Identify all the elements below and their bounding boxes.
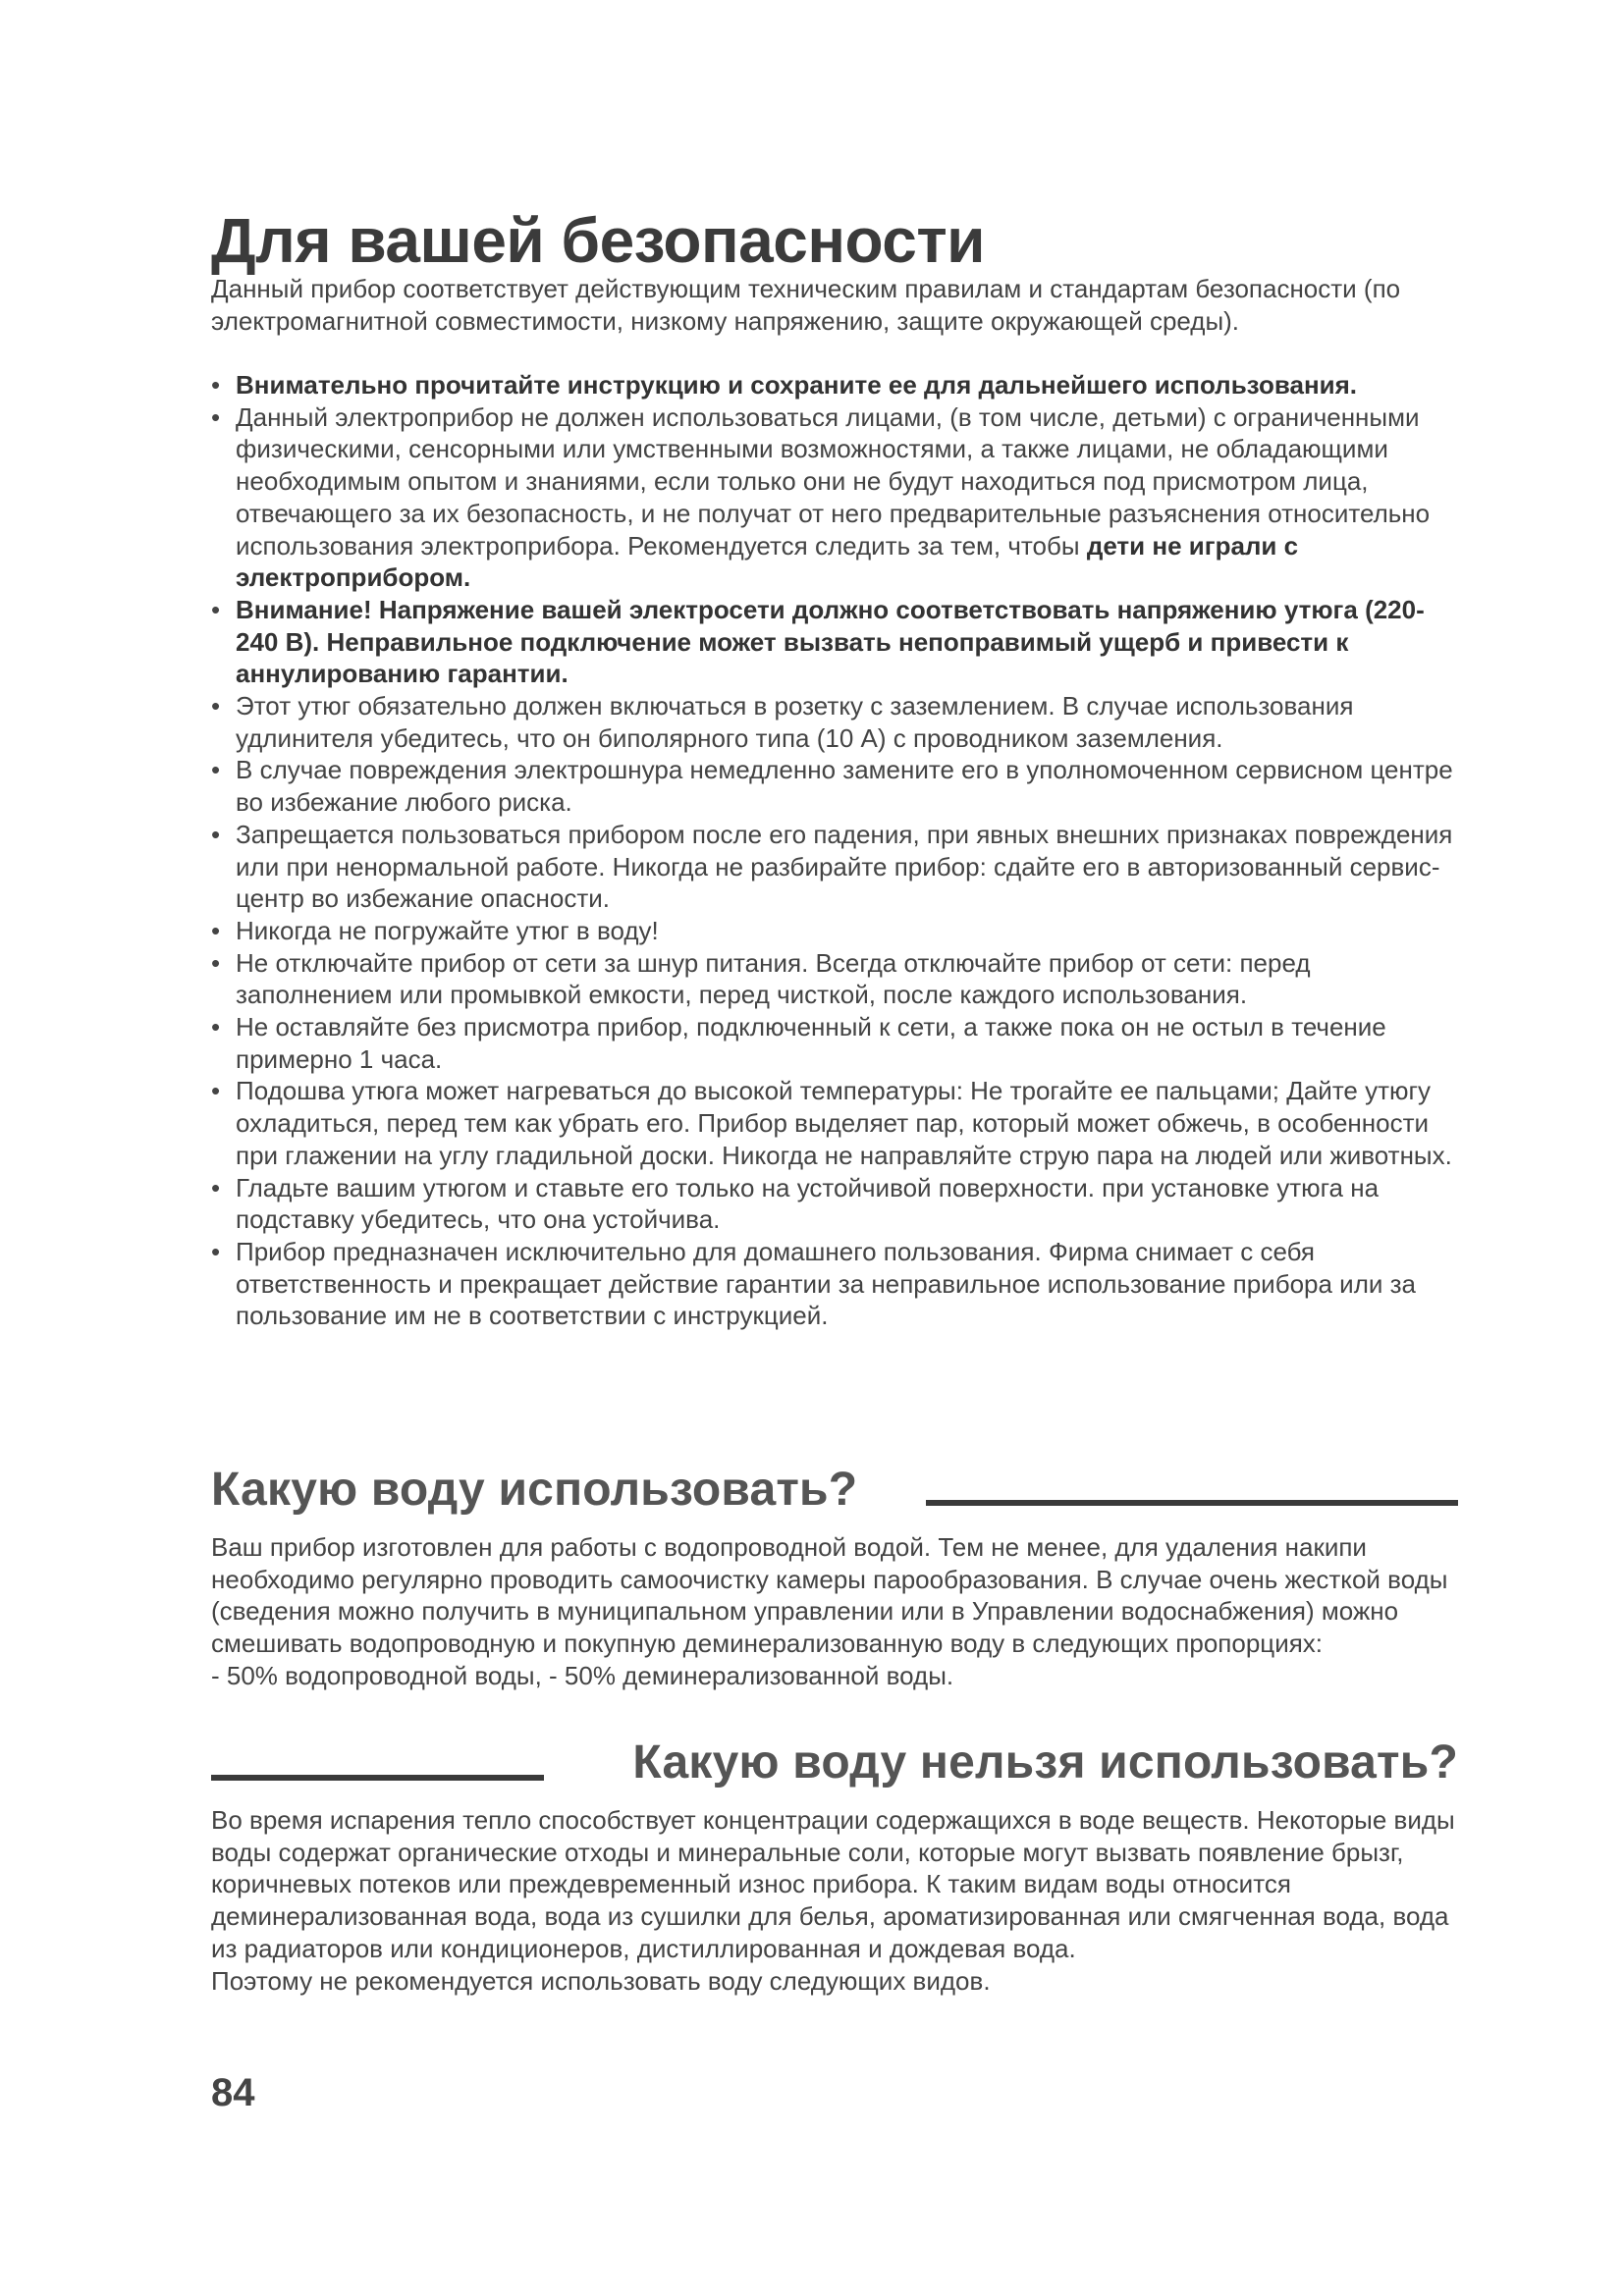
item-text: Не отключайте прибор от сети за шнур питания. Всегда отключайте прибор от сети: перед заполнением или промывкой емкости, перед чисткой, после каждого использования. — [236, 947, 1311, 1010]
list-item — [211, 1075, 1458, 1171]
item-text: В случае повреждения электрошнура немедленно замените его в уполномоченном сервисном центре во избежание любого риска. — [236, 755, 1453, 818]
list-item — [211, 369, 1458, 401]
item-text: Гладьте вашим утюгом и ставьте его только на устойчивой поверхности. при установке утюга на подставку убедитесь, что она устойчива. — [236, 1172, 1380, 1235]
item-text: Данный электроприбор не должен использоваться лицами, (в том числе, детьми) с ограниченными физическими, сенсорными или умственными возможностями, а также лицами, не обладающими необходимым опытом и знаниями, если только они не будут находиться под присмотром лица, отвечающего за их безопасность, и не получат от него предварительные разъяснения относительно использования электроприбора. Рекомендуется следить за тем, чтобы — [236, 401, 1431, 561]
section-divider — [926, 1500, 1458, 1506]
list-item — [211, 1011, 1458, 1075]
item-text: Не оставляйте без присмотра прибор, подключенный к сети, а также пока он не остыл в течение примерно 1 часа. — [236, 1012, 1386, 1074]
water-paragraph: Ваш прибор изготовлен для работы с водопроводной водой. Тем не менее, для удаления накипи необходимо регулярно проводить самоочистку камеры парообразования. В случае очень жесткой воды (сведения можно получить в муниципальном управлении или в Управлении водоснабжения) можно смешивать водопроводную и покупную деминерализованную воду в следующих пропорциях: — [211, 1532, 1448, 1659]
list-item — [211, 754, 1458, 818]
list-item — [211, 1172, 1458, 1236]
list-item — [211, 947, 1458, 1011]
section-divider — [211, 1775, 544, 1781]
item-text: Этот утюг обязательно должен включаться в розетку с заземлением. В случае использования удлинителя убедитесь, что он биполярного типа (10 А) с проводником заземления. — [236, 691, 1354, 753]
list-item — [211, 594, 1458, 690]
item-text: Никогда не погружайте утюг в воду! — [236, 915, 659, 945]
item-text: Подошва утюга может нагреваться до высокой температуры: Не трогайте ее пальцами; Дайте утюгу охладиться, перед тем как убрать его. Прибор выделяет пар, который может обжечь, в особенности при глажении на углу гладильной доски. Никогда не направляйте струю пара на людей или животных. — [236, 1076, 1452, 1170]
item-text: Прибор предназначен исключительно для домашнего пользования. Фирма снимает с себя ответственность и прекращает действие гарантии за неправильное использование прибора или за пользование им не в соответствии с инструкцией. — [236, 1236, 1417, 1331]
page-number: 84 — [211, 2071, 255, 2114]
list-item — [211, 690, 1458, 754]
item-bold-tail: дети не играли с электроприбором. — [236, 530, 1299, 593]
list-item — [211, 819, 1458, 915]
safety-list — [211, 369, 1458, 1332]
no-water-paragraph: Во время испарения тепло способствует концентрации содержащихся в воде веществ. Некоторые виды воды содержат органические отходы и минеральные соли, которые могут вызвать появление брызг, коричневых потеков или преждевременный износ прибора. К таким видам воды относится деминерализованная вода, вода из сушилки для белья, ароматизированная или смягченная вода, вода из радиаторов или кондиционеров, дистиллированная и дождевая вода. — [211, 1805, 1455, 1963]
safety-intro: Данный прибор соответствует действующим техническим правилам и стандартам безопасности (по электромагнитной совместимости, низкому напряжению, защите окружающей среды). — [211, 274, 1401, 336]
list-item — [211, 915, 1458, 947]
no-water-section-title: Какую воду нельзя использовать? — [632, 1736, 1458, 1789]
item-bold-text: Внимательно прочитайте инструкцию и сохраните ее для дальнейшего использования. — [236, 370, 1358, 400]
item-bold-text: Внимание! Напряжение вашей электросети должно соответствовать напряжению утюга (220-240 В). Неправильное подключение может вызвать непоправимый ущерб и привести к аннулированию гарантии. — [236, 594, 1425, 689]
water-section-title: Какую воду использовать? — [211, 1464, 858, 1516]
water-ratio: - 50% водопроводной воды, - 50% деминерализованной воды. — [211, 1660, 954, 1690]
water-section-text — [211, 1531, 1458, 1692]
no-water-conclusion: Поэтому не рекомендуется использовать воду следующих видов. — [211, 1965, 991, 1996]
safety-title: Для вашей безопасности — [211, 205, 985, 276]
no-water-section-text — [211, 1804, 1458, 1997]
list-item — [211, 401, 1458, 594]
list-item — [211, 1236, 1458, 1332]
item-text: Запрещается пользоваться прибором после его падения, при явных внешних признаках повреждения или при ненормальной работе. Никогда не разбирайте прибор: сдайте его в авторизованный сервис-центр во избежание опасности. — [236, 819, 1453, 914]
